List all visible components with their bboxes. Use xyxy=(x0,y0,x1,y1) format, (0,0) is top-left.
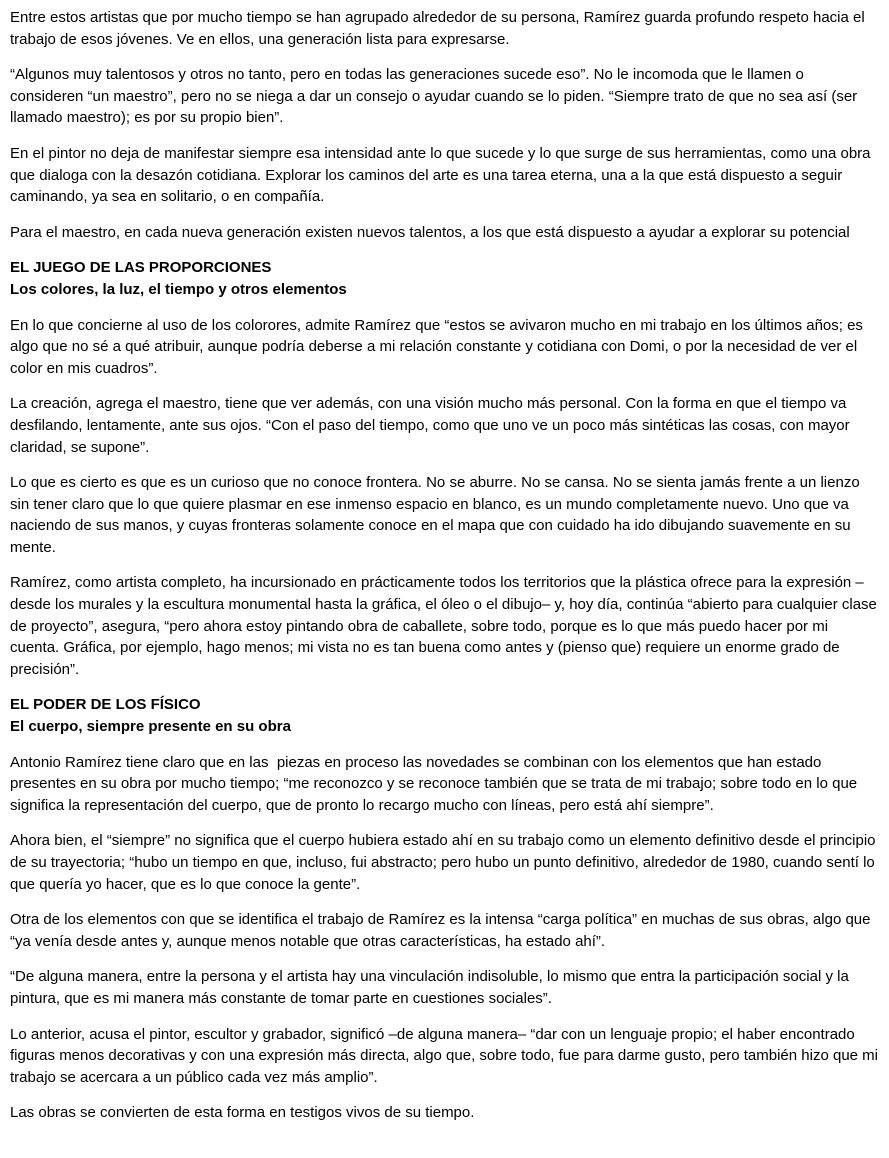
section-subtitle: Los colores, la luz, el tiempo y otros elementos xyxy=(10,280,347,298)
paragraph: Ahora bien, el “siempre” no significa que el cuerpo hubiera estado ahí en su trabajo como un elemento definitivo desde el principio de su trayectoria; “hubo un tiempo en que, incluso, fui abstracto; pero hubo un punto definitivo, alrededor de 1980, cuando sentí lo que quería yo hacer, que es lo que conoce la gente”. xyxy=(10,832,880,893)
paragraph: “De alguna manera, entre la persona y el artista hay una vinculación indisoluble, lo mismo que entra la participación social y la pintura, que es mi manera más constante de tomar parte en cuestiones sociales”. xyxy=(10,968,853,1007)
paragraph: Ramírez, como artista completo, ha incursionado en prácticamente todos los territorios que la plástica ofrece para la expresión –desde los murales y la escultura monumental hasta la gráfica, el óleo o el dibujo– y, hoy día, continúa “abierto para cualquier clase de proyecto”, asegura, “pero ahora estoy pintando obra de caballete, sobre todo, porque es lo que más puedo hacer por mi cuenta. Gráfica, por ejemplo, hago menos; mi vista no es tan buena como antes y (pienso que) requiere un enorme grado de precisión”. xyxy=(10,574,882,678)
section-heading-block xyxy=(10,694,879,737)
paragraph: Lo anterior, acusa el pintor, escultor y grabador, significó –de alguna manera– “dar con un lenguaje propio; el haber encontrado figuras menos decorativas y con una expresión más directa, algo que, sobre todo, fue para darme gusto, pero también hizo que mi trabajo se acercara a un público cada vez más amplio”. xyxy=(10,1025,883,1086)
section-title: EL JUEGO DE LAS PROPORCIONES xyxy=(10,259,272,277)
paragraph: En el pintor no deja de manifestar siempre esa intensidad ante lo que sucede y lo que surge de sus herramientas, como una obra que dialoga con la desazón cotidiana. Explorar los caminos del arte es una tarea eterna, una a la que está dispuesto a seguir caminando, ya sea en solitario, o en compañía. xyxy=(10,144,875,206)
section-heading-block xyxy=(10,257,879,300)
paragraph: Antonio Ramírez tiene claro que en las piezas en proceso las novedades se combinan con los elementos que han estado presentes en su obra por mucho tiempo; “me reconozco y se reconoce también que se trata de mi trabajo; sobre todo en lo que significa la representación del cuerpo, que de pronto lo recargo mucho con líneas, pero está ahí siempre”. xyxy=(10,753,862,814)
paragraph: En lo que concierne al uso de los colorores, admite Ramírez que “estos se avivaron mucho en mi trabajo en los últimos años; es algo que no sé a qué atribuir, aunque podría deberse a mi relación constante y cotidiana con Domi, o por la necesidad de ver el color en mis cuadros”. xyxy=(10,316,868,377)
section-subtitle: El cuerpo, siempre presente en su obra xyxy=(10,718,291,736)
paragraph: Entre estos artistas que por mucho tiempo se han agrupado alrededor de su persona, Ramírez guarda profundo respeto hacia el trabajo de esos jóvenes. Ve en ellos, una generación lista para expresarse. xyxy=(10,9,869,48)
paragraph: “Algunos muy talentosos y otros no tanto, pero en todas las generaciones sucede eso”. No le incomoda que le llamen o consideren “un maestro”, pero no se niega a dar un consejo o ayudar cuando se lo piden. “Siempre trato de que no sea así (ser llamado maestro); es por su propio bien”. xyxy=(10,66,862,127)
paragraph: Las obras se convierten de esta forma en testigos vivos de su tiempo. xyxy=(10,1104,475,1122)
section-title: EL PODER DE LOS FÍSICO xyxy=(10,696,201,714)
paragraph: Para el maestro, en cada nueva generación existen nuevos talentos, a los que está dispuesto a ayudar a explorar su potencial xyxy=(10,223,850,241)
paragraph: Otra de los elementos con que se identifica el trabajo de Ramírez es la intensa “carga política” en muchas de sus obras, algo que “ya venía desde antes y, aunque menos notable que otras características, ha estado ahí”. xyxy=(10,911,875,950)
paragraph: Lo que es cierto es que es un curioso que no conoce frontera. No se aburre. No se cansa. No se sienta jamás frente a un lienzo sin tener claro que lo que quiere plasmar en ese inmenso espacio en blanco, es un mundo completamente nuevo. Uno que va naciendo de sus manos, y cuyas fronteras solamente conoce en el mapa que con cuidado ha ido dibujando suavemente en su mente. xyxy=(10,474,864,556)
paragraph: La creación, agrega el maestro, tiene que ver además, con una visión mucho más personal. Con la forma en que el tiempo va desfilando, lentamente, ante sus ojos. “Con el paso del tiempo, como que uno ve un poco más sintéticas las cosas, con mayor claridad, se supone”. xyxy=(10,395,854,456)
